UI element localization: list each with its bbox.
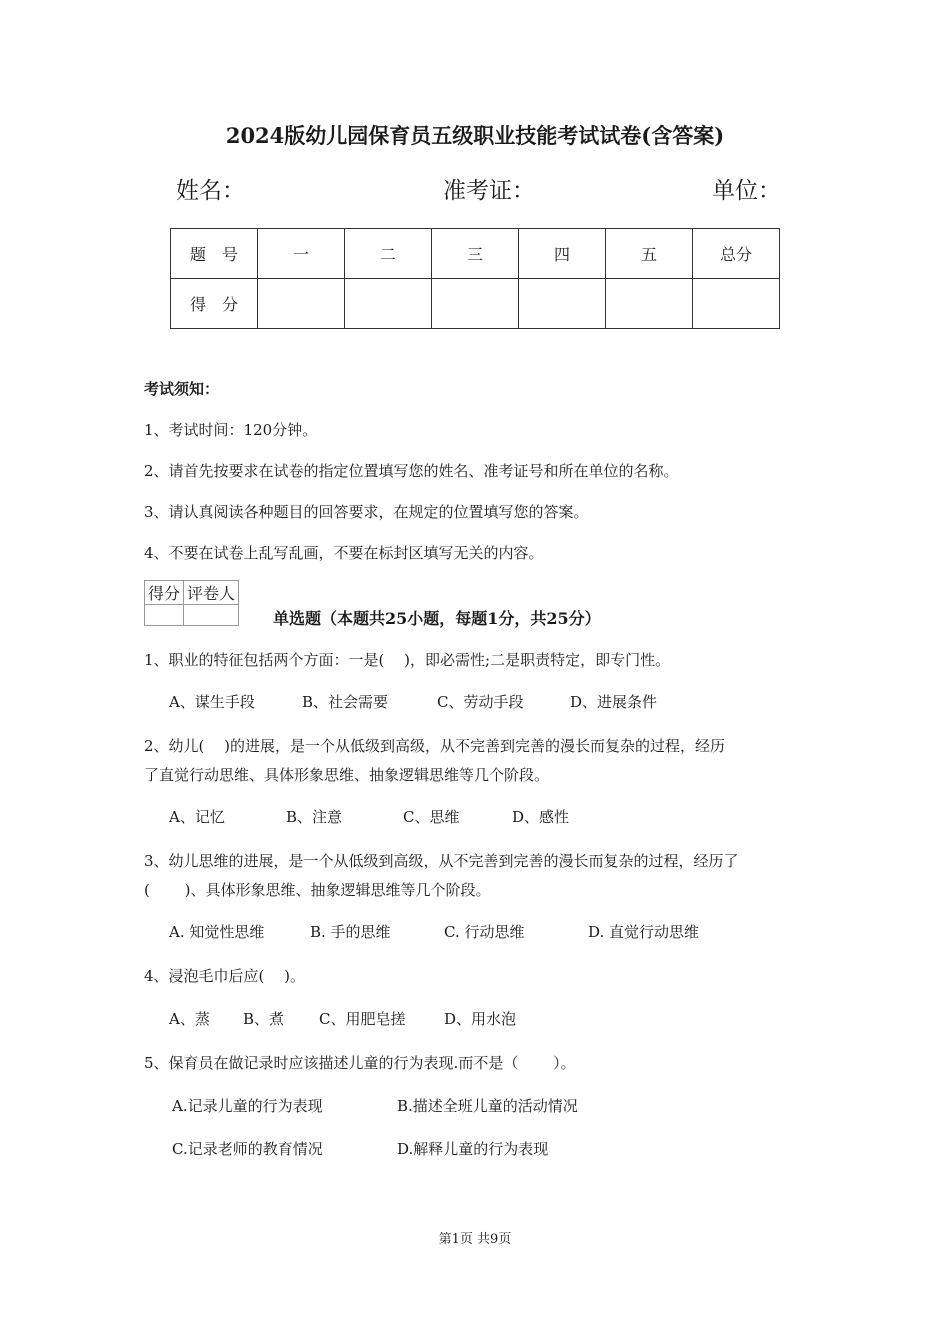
question-stem: 2、幼儿( )的进展，是一个从低级到高级，从不完善到完善的漫长而复杂的过程，经历 xyxy=(144,737,726,755)
notice-item: 1、考试时间：120分钟。 xyxy=(144,421,318,439)
notice-heading: 考试须知： xyxy=(144,380,220,398)
grader-reviewer-cell[interactable] xyxy=(184,605,239,626)
question-stem: 3、幼儿思维的进展，是一个从低级到高级，从不完善到完善的漫长而复杂的过程，经历了 xyxy=(144,852,739,870)
option-d: D、感性 xyxy=(512,808,570,826)
question-stem: 1、职业的特征包括两个方面：一是( )，即必需性;二是职责特定，即专门性。 xyxy=(144,651,671,669)
option-b: B.描述全班儿童的活动情况 xyxy=(397,1097,578,1115)
score-table xyxy=(170,228,780,329)
option-a: A、记忆 xyxy=(169,808,225,826)
option-d: D、进展条件 xyxy=(570,693,658,711)
option-b: B、注意 xyxy=(286,808,343,826)
score-input-cell[interactable] xyxy=(345,279,432,329)
score-input-cell[interactable] xyxy=(519,279,606,329)
score-input-cell[interactable] xyxy=(606,279,693,329)
score-header-cell: 二 xyxy=(345,229,432,279)
score-table-header-row xyxy=(171,229,780,279)
question-stem-continued: 了直觉行动思维、具体形象思维、抽象逻辑思维等几个阶段。 xyxy=(144,766,550,784)
option-a: A.记录儿童的行为表现 xyxy=(172,1097,323,1115)
score-header-cell: 五 xyxy=(606,229,693,279)
score-input-cell[interactable] xyxy=(258,279,345,329)
name-field-label: 姓名： xyxy=(176,178,245,204)
grader-score-cell[interactable] xyxy=(145,605,184,626)
score-table-score-row xyxy=(171,279,780,329)
score-header-cell: 总分 xyxy=(693,229,780,279)
option-d: D. 直觉行动思维 xyxy=(588,923,700,941)
option-c: C、思维 xyxy=(403,808,460,826)
option-d: D、用水泡 xyxy=(444,1010,517,1028)
option-b: B、社会需要 xyxy=(302,693,389,711)
option-a: A. 知觉性思维 xyxy=(169,923,265,941)
unit-field-label: 单位： xyxy=(712,178,781,204)
option-c: C.记录老师的教育情况 xyxy=(172,1140,323,1158)
score-input-cell[interactable] xyxy=(432,279,519,329)
score-row-label: 得 分 xyxy=(171,279,258,329)
option-c: C、用肥皂搓 xyxy=(319,1010,406,1028)
grader-score-label: 得分 xyxy=(145,581,184,605)
exam-id-field-label: 准考证： xyxy=(443,178,535,204)
page-number: 第1页 共9页 xyxy=(438,1232,512,1247)
option-d: D.解释儿童的行为表现 xyxy=(397,1140,549,1158)
score-input-cell[interactable] xyxy=(693,279,780,329)
question-stem: 4、浸泡毛巾后应( )。 xyxy=(144,967,306,985)
notice-item: 3、请认真阅读各种题目的回答要求，在规定的位置填写您的答案。 xyxy=(144,503,589,521)
option-c: C、劳动手段 xyxy=(437,693,524,711)
grader-reviewer-label: 评卷人 xyxy=(184,581,239,605)
score-header-cell: 一 xyxy=(258,229,345,279)
question-stem-continued: ( )、具体形象思维、抽象逻辑思维等几个阶段。 xyxy=(144,881,491,899)
option-a: A、谋生手段 xyxy=(169,693,255,711)
question-stem: 5、保育员在做记录时应该描述儿童的行为表现.而不是（ ）。 xyxy=(144,1054,576,1072)
option-c: C. 行动思维 xyxy=(444,923,525,941)
option-a: A、蒸 xyxy=(169,1010,210,1028)
exam-title: 2024版幼儿园保育员五级职业技能考试试卷(含答案) xyxy=(225,123,725,148)
option-b: B. 手的思维 xyxy=(310,923,391,941)
notice-item: 2、请首先按要求在试卷的指定位置填写您的姓名、准考证号和所在单位的名称。 xyxy=(144,462,679,480)
score-header-cell: 题 号 xyxy=(171,229,258,279)
notice-item: 4、不要在试卷上乱写乱画，不要在标封区填写无关的内容。 xyxy=(144,544,544,562)
score-header-cell: 三 xyxy=(432,229,519,279)
score-header-cell: 四 xyxy=(519,229,606,279)
option-b: B、煮 xyxy=(243,1010,285,1028)
grader-box xyxy=(144,580,239,626)
section-title: 单选题（本题共25小题，每题1分，共25分） xyxy=(273,609,601,628)
